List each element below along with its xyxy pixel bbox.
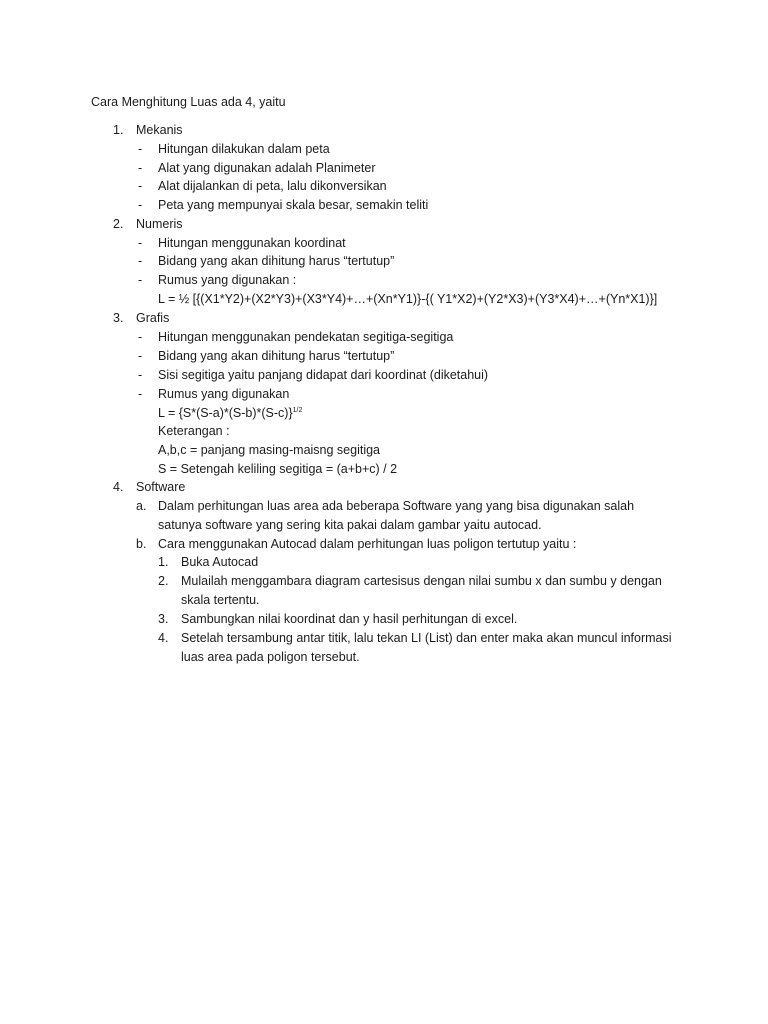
section-number: 4. xyxy=(113,480,124,494)
bullet-dash: - xyxy=(138,330,143,344)
bullet-dash: - xyxy=(138,142,143,156)
bullet-dash: - xyxy=(138,387,143,401)
bullet-text: Hitungan menggunakan koordinat xyxy=(158,236,346,250)
bullet-text: Bidang yang akan dihitung harus “tertutup” xyxy=(158,349,395,363)
item-marker: a. xyxy=(136,499,147,513)
formula-text: L = ½ [{(X1*Y2)+(X2*Y3)+(X3*Y4)+…+(Xn*Y1)}-{( Y1*X2)+(Y2*X3)+(Y3*X4)+…+(Yn*X1)}] xyxy=(158,292,658,306)
step-number: 1. xyxy=(158,555,169,569)
formula-exponent: 1/2 xyxy=(292,407,303,414)
bullet-text: Hitungan dilakukan dalam peta xyxy=(158,142,330,156)
bullet-text: Rumus yang digunakan : xyxy=(158,273,297,287)
document-title: Cara Menghitung Luas ada 4, yaitu xyxy=(91,95,286,109)
step-text: Setelah tersambung antar titik, lalu tekan LI (List) dan enter maka akan muncul informasi xyxy=(181,631,672,645)
section-heading: Mekanis xyxy=(136,123,183,137)
formula-text xyxy=(158,404,302,422)
step-number: 2. xyxy=(158,574,169,588)
note-text: A,b,c = panjang masing-maisng segitiga xyxy=(158,443,381,457)
step-text: luas area pada poligon tersebut. xyxy=(181,650,360,664)
section-heading: Grafis xyxy=(136,311,170,325)
item-text: Cara menggunakan Autocad dalam perhitungan luas poligon tertutup yaitu : xyxy=(158,537,577,551)
bullet-dash: - xyxy=(138,254,143,268)
section-number: 1. xyxy=(113,123,124,137)
bullet-text: Sisi segitiga yaitu panjang didapat dari koordinat (diketahui) xyxy=(158,368,489,382)
bullet-text: Alat dijalankan di peta, lalu dikonversikan xyxy=(158,179,387,193)
step-number: 3. xyxy=(158,612,169,626)
bullet-dash: - xyxy=(138,368,143,382)
item-text: Dalam perhitungan luas area ada beberapa Software yang yang bisa digunakan salah xyxy=(158,499,635,513)
step-number: 4. xyxy=(158,631,169,645)
bullet-text: Rumus yang digunakan xyxy=(158,387,290,401)
section-heading: Software xyxy=(136,480,186,494)
bullet-text: Hitungan menggunakan pendekatan segitiga-segitiga xyxy=(158,330,454,344)
bullet-dash: - xyxy=(138,273,143,287)
item-marker: b. xyxy=(136,537,147,551)
bullet-dash: - xyxy=(138,349,143,363)
note-text: Keterangan : xyxy=(158,424,230,438)
section-number: 2. xyxy=(113,217,124,231)
bullet-text: Alat yang digunakan adalah Planimeter xyxy=(158,161,376,175)
bullet-dash: - xyxy=(138,236,143,250)
step-text: Mulailah menggambara diagram cartesisus dengan nilai sumbu x dan sumbu y dengan xyxy=(181,574,662,588)
step-text: skala tertentu. xyxy=(181,593,260,607)
formula-base: L = {S*(S-a)*(S-b)*(S-c)} xyxy=(158,406,293,420)
section-heading: Numeris xyxy=(136,217,183,231)
bullet-text: Peta yang mempunyai skala besar, semakin teliti xyxy=(158,198,429,212)
item-text: satunya software yang sering kita pakai dalam gambar yaitu autocad. xyxy=(158,518,542,532)
bullet-dash: - xyxy=(138,179,143,193)
bullet-text: Bidang yang akan dihitung harus “tertutup” xyxy=(158,254,395,268)
step-text: Buka Autocad xyxy=(181,555,259,569)
bullet-dash: - xyxy=(138,161,143,175)
section-number: 3. xyxy=(113,311,124,325)
note-text: S = Setengah keliling segitiga = (a+b+c) / 2 xyxy=(158,462,398,476)
step-text: Sambungkan nilai koordinat dan y hasil perhitungan di excel. xyxy=(181,612,518,626)
bullet-dash: - xyxy=(138,198,143,212)
